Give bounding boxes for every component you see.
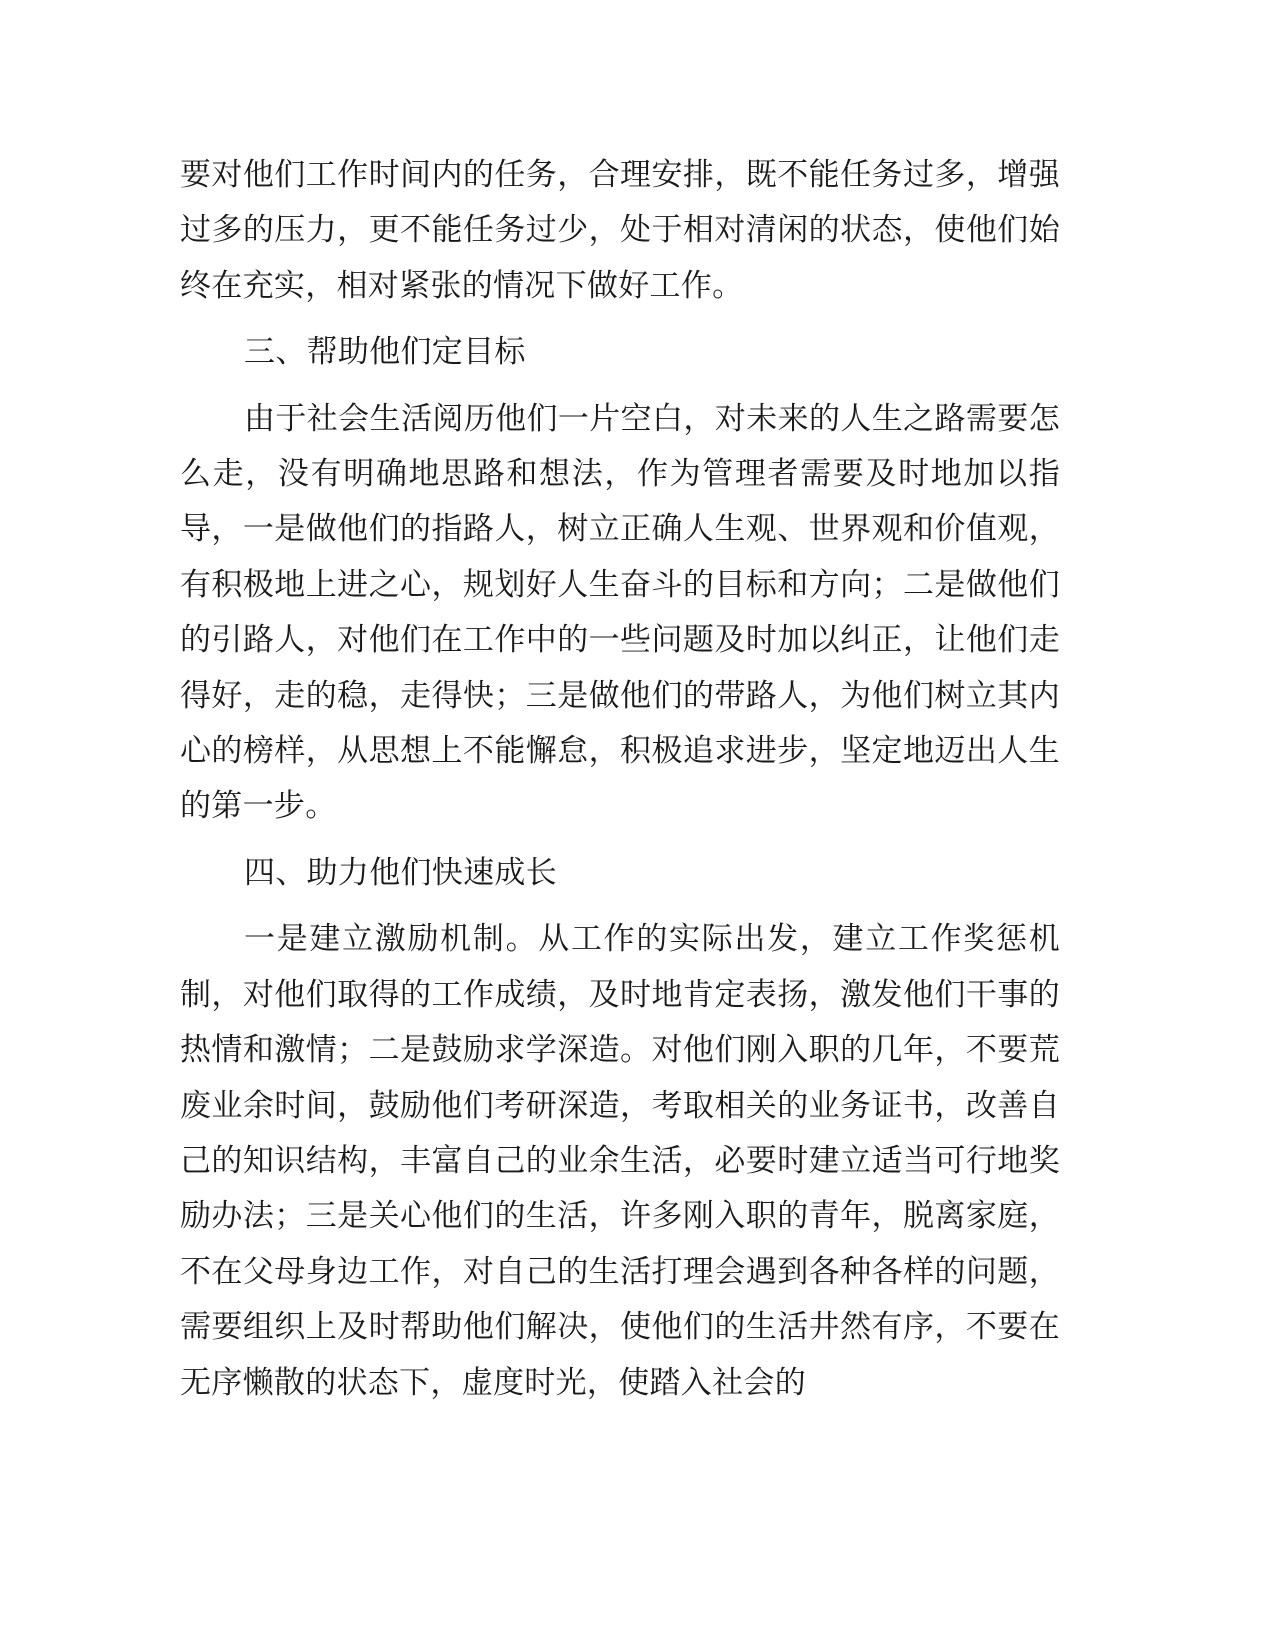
section-heading-4: 四、助力他们快速成长 [244,854,557,891]
body-paragraph-2: 由于社会生活阅历他们一片空白，对未来的人生之路需要怎么走，没有明确地思路和想法，作为管理者需要及时地加以指导，一是做他们的指路人，树立正确人生观、世界观和价值观，有积极地上进之心，规划好人生奋斗的目标和方向；二是做他们的引路人，对他们在工作中的一些问题及时加以纠正，让他们走得好，走的稳，走得快；三是做他们的带路人，为他们树立其内心的榜样，从思想上不能懈怠，积极追求进步，坚定地迈出人生的第一步。 [180,400,1060,825]
body-paragraph-3: 一是建立激励机制。从工作的实际出发，建立工作奖惩机制，对他们取得的工作成绩，及时地肯定表扬，激发他们干事的热情和激情；二是鼓励求学深造。对他们刚入职的几年，不要荒废业余时间，鼓励他们考研深造，考取相关的业务证书，改善自己的知识结构，丰富自己的业余生活，必要时建立适当可行地奖励办法；三是关心他们的生活，许多刚入职的青年，脱离家庭，不在父母身边工作，对自己的生活打理会遇到各种各样的问题，需要组织上及时帮助他们解决，使他们的生活井然有序，不要在无序懒散的状态下，虚度时光，使踏入社会的 [180,921,1060,1401]
section-heading-3: 三、帮助他们定目标 [244,334,526,371]
body-paragraph-1: 要对他们工作时间内的任务，合理安排，既不能任务过多，增强过多的压力，更不能任务过少，处于相对清闲的状态，使他们始终在充实，相对紧张的情况下做好工作。 [180,157,1060,304]
document-body [180,148,1060,1422]
